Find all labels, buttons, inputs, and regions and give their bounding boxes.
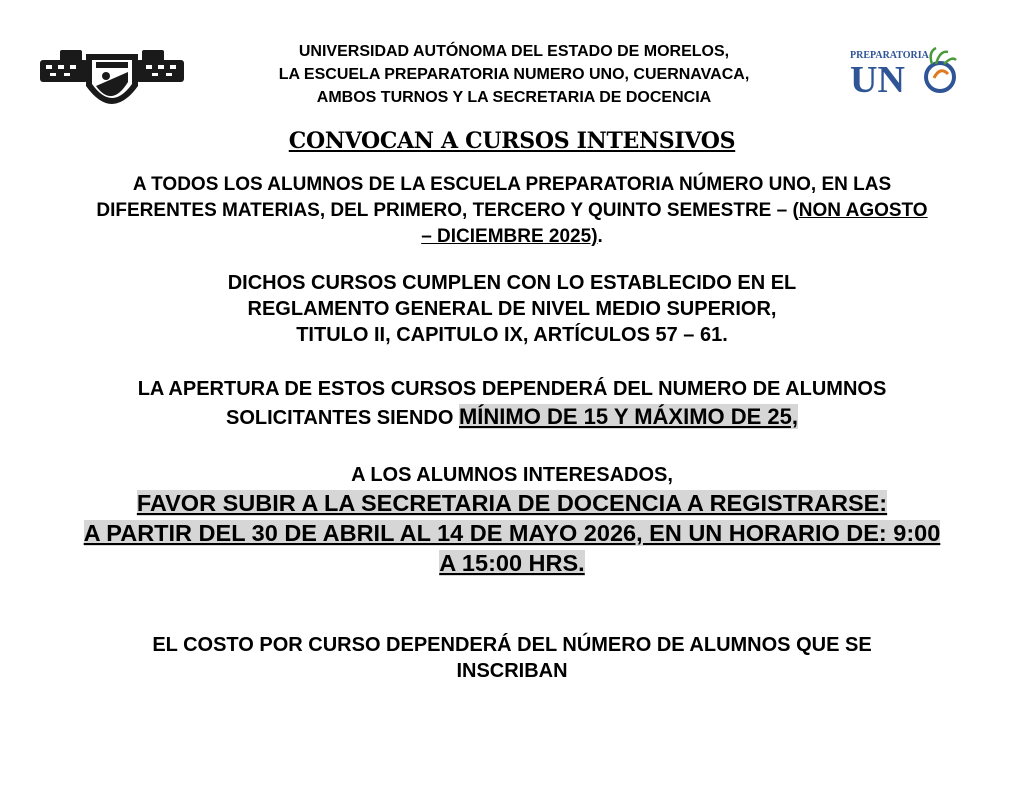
registration-dates-highlight: A PARTIR DEL 30 DE ABRIL AL 14 DE MAYO 2026, EN UN HORARIO DE: 9:00 (83, 520, 941, 546)
regulation-line-1: DICHOS CURSOS CUMPLEN CON LO ESTABLECIDO EN EL (227, 272, 797, 294)
semester-period-start: NON AGOSTO (798, 200, 928, 221)
opening-line-2 (20, 402, 1004, 432)
header-line-3: AMBOS TURNOS Y LA SECRETARIA DE DOCENCIA (316, 89, 712, 106)
svg-text:PREPARATORIA: PREPARATORIA (850, 50, 929, 61)
header-line-1: UNIVERSIDAD AUTÓNOMA DEL ESTADO DE MORELOS, (298, 43, 730, 60)
registration-line-3 (20, 548, 1004, 578)
regulation-line-3: TITULO II, CAPITULO IX, ARTÍCULOS 57 – 61. (296, 324, 728, 346)
intro-paragraph (20, 172, 1004, 250)
semester-period-end: – DICIEMBRE 2025) (421, 226, 598, 247)
opening-paragraph (20, 376, 1004, 432)
intro-line-3 (20, 224, 1004, 250)
regulation-paragraph (20, 270, 1004, 348)
minimum-maximum-highlight: MÍNIMO DE 15 Y MÁXIMO DE 25, (458, 404, 799, 429)
registration-hours-highlight: A 15:00 HRS. (439, 550, 585, 576)
cost-line-1: EL COSTO POR CURSO DEPENDERÁ DEL NÚMERO DE ALUMNOS QUE SE (152, 634, 872, 656)
institution-header (210, 40, 818, 109)
registration-line-2 (20, 518, 1004, 548)
registration-instruction-highlight: FAVOR SUBIR A LA SECRETARIA DE DOCENCIA A REGISTRARSE: (136, 490, 888, 516)
announcement-title (0, 128, 1024, 154)
intro-line-2-text: DIFERENTES MATERIAS, DEL PRIMERO, TERCERO Y QUINTO SEMESTRE – ( (96, 200, 799, 221)
announcement-title-text: CONVOCAN A CURSOS INTENSIVOS (288, 128, 736, 154)
registration-paragraph (20, 462, 1004, 578)
registration-intro: A LOS ALUMNOS INTERESADOS, (351, 464, 673, 486)
intro-line-1: A TODOS LOS ALUMNOS DE LA ESCUELA PREPARATORIA NÚMERO UNO, EN LAS (132, 174, 892, 195)
header-line-2: LA ESCUELA PREPARATORIA NUMERO UNO, CUERNAVACA, (278, 66, 750, 83)
cost-paragraph (20, 632, 1004, 684)
university-seal-logo (40, 46, 184, 118)
intro-line-2 (20, 198, 1004, 224)
regulation-line-2: REGLAMENTO GENERAL DE NIVEL MEDIO SUPERIOR, (247, 298, 777, 320)
intro-line-3-tail: . (597, 226, 603, 247)
registration-line-1 (20, 488, 1004, 518)
opening-line-1: LA APERTURA DE ESTOS CURSOS DEPENDERÁ DEL NUMERO DE ALUMNOS (137, 378, 887, 400)
cost-line-2: INSCRIBAN (456, 660, 568, 682)
opening-line-2-text: SOLICITANTES SIENDO (225, 407, 459, 429)
svg-text:UN: UN (850, 59, 905, 98)
preparatoria-uno-logo (848, 44, 958, 98)
